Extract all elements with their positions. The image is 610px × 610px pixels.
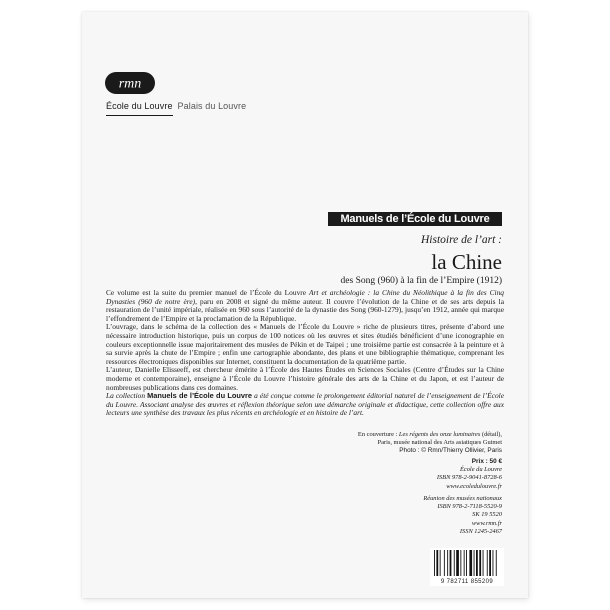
barcode-bar bbox=[483, 550, 484, 576]
barcode-bar bbox=[474, 550, 475, 576]
barcode-digits: 9 782711 855209 bbox=[440, 579, 494, 585]
isbn-rmn: ISBN 978-2-7118-5520-9 bbox=[437, 503, 502, 511]
barcode-bars bbox=[430, 548, 504, 578]
book-title: la Chine bbox=[431, 250, 502, 274]
barcode-bar bbox=[479, 550, 481, 576]
credit-line-2: Paris, musée national des Arts asiatiques Guimet bbox=[377, 438, 502, 446]
barcode-bar bbox=[434, 550, 435, 576]
barcode-bar bbox=[476, 550, 478, 576]
publisher-line bbox=[106, 101, 246, 111]
price-publisher: École du Louvre bbox=[459, 466, 502, 474]
price-block bbox=[437, 458, 502, 491]
school-name: École du Louvre bbox=[106, 101, 173, 116]
rmn-publisher: Réunion des musées nationaux bbox=[423, 495, 502, 502]
website-rmn: www.rmn.fr bbox=[471, 519, 502, 527]
issn: ISSN 1245-2467 bbox=[459, 527, 502, 535]
barcode-bar bbox=[450, 550, 452, 576]
palace-name: Palais du Louvre bbox=[177, 101, 247, 111]
barcode bbox=[430, 548, 504, 586]
description-text bbox=[106, 289, 504, 418]
barcode-bar bbox=[460, 550, 461, 576]
barcode-bar bbox=[487, 550, 488, 576]
barcode-bar bbox=[454, 550, 455, 576]
barcode-bar bbox=[493, 550, 494, 576]
book-back-cover bbox=[82, 12, 528, 598]
isbn-ecole: ISBN 978-2-9041-8728-6 bbox=[436, 474, 502, 482]
paragraph-collection: La collection Manuels de l’École du Louvre a été conçue comme le prolongement éditorial naturel de l’enseignement de l’École du Louvre. Associant analyse des œuvres et réflexion théorique selon une démarche originale et didactique, cette collection offre aux lecteurs une synthèse des travaux les plus récents en archéologie et en histoire de l’art. bbox=[106, 391, 504, 418]
cover-credits bbox=[358, 431, 502, 454]
rmn-logo bbox=[105, 72, 155, 94]
website-ecole: www.ecoledulouvre.fr bbox=[446, 482, 502, 490]
barcode-bar bbox=[496, 550, 497, 576]
barcode-bar bbox=[456, 550, 459, 576]
paragraph-author: L’auteur, Danielle Elisseeff, est chercheur émérite à l’École des Hautes Études en Sciences Sociales (Centre d’Études sur la Chine moderne et contemporaine), enseigne à l’École du Louvre l’histoire générale des arts de la Chine et du Japon, et est l’auteur de nombreuses publications dans ces domaines. bbox=[106, 365, 504, 392]
book-subtitle: des Song (960) à la fin de l’Empire (1912) bbox=[340, 276, 502, 286]
price-label: Prix : 50 € bbox=[471, 458, 502, 465]
barcode-bar bbox=[444, 550, 445, 576]
barcode-bar bbox=[466, 550, 467, 576]
series-title-bar: Manuels de l’École du Louvre bbox=[328, 212, 502, 226]
subseries-title: Histoire de l’art : bbox=[420, 234, 502, 246]
credit-line-3: Photo : © Rmn/Thierry Ollivier, Paris bbox=[399, 446, 502, 454]
barcode-bar bbox=[436, 550, 438, 576]
paragraph-intro: Ce volume est la suite du premier manuel de l’École du Louvre Art et archéologie : la Chine du Néolithique à la fin des Cinq Dynasties (960 de notre ère), paru en 2008 et signé du même auteur. Il couvre l’évolution de la Chine et de ses arts depuis la restauration de l’unité impériale, réalisée en 960 sous l’autorité de la dynastie des Song (960-1279), jusqu’en 1912, année qui marque l’effondrement de l’Empire et la proclamation de la République. bbox=[106, 288, 505, 323]
barcode-bar bbox=[469, 550, 472, 576]
barcode-bar bbox=[440, 550, 441, 576]
credit-line-1: En couverture : Les régents des onze luminaires (détail), bbox=[357, 431, 502, 438]
barcode-bar bbox=[464, 550, 465, 576]
rmn-block bbox=[423, 495, 502, 536]
rmn-logo-text: rmn bbox=[118, 76, 142, 92]
barcode-bar bbox=[447, 550, 448, 576]
paragraph-structure: L’ouvrage, dans le schéma de la collection des « Manuels de l’École du Louvre » riche de plusieurs titres, présente d’abord une nécessaire introduction historique, puis un corpus de 100 notices où les œuvres et sites étudiés bénéficient d’une iconographie en couleurs exceptionnelle issue majoritairement des musées de Pékin et de Taipei ; une troisième partie est consacrée à la peinture et à sa survie après la chute de l’Empire ; enfin une cartographie abondante, des plans et une bibliographie thématique, comprenant les ressources électroniques disponibles sur Internet, constituent la documentation de la quatrième partie. bbox=[106, 322, 504, 366]
sk-code: SK 19 5520 bbox=[472, 511, 502, 519]
barcode-bar bbox=[489, 550, 491, 576]
